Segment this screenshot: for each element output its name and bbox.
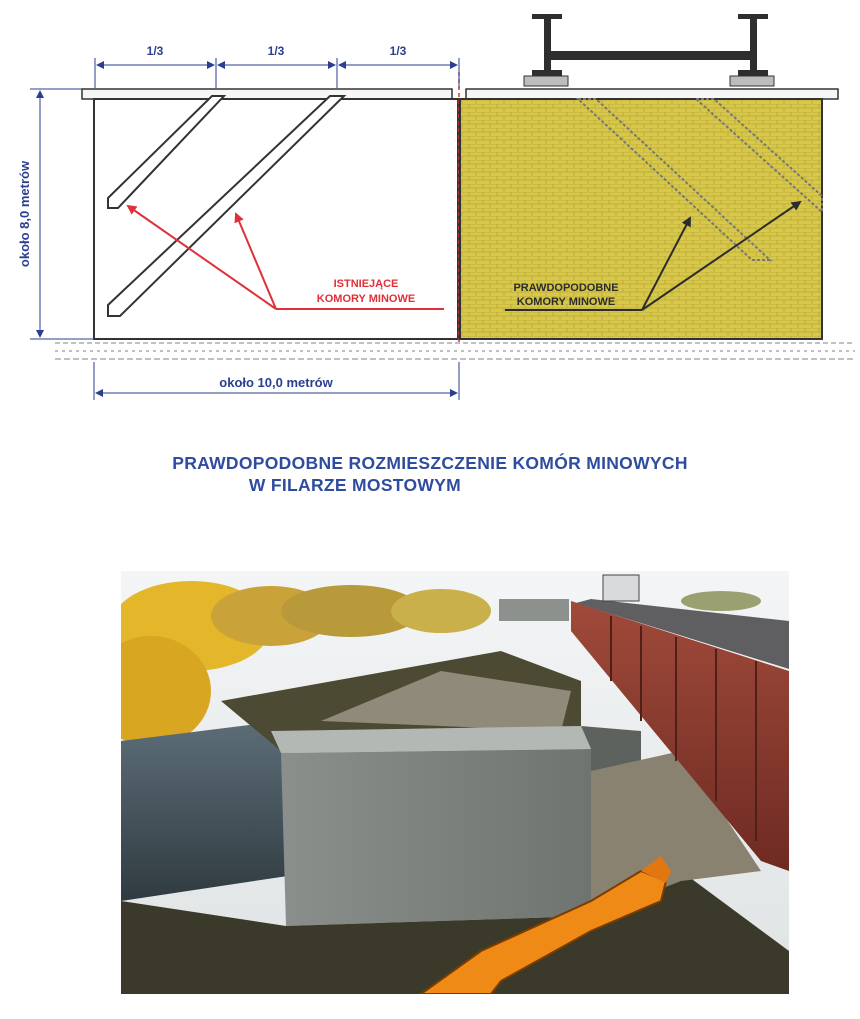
caption-line2: W FILARZE MOSTOWYM (248, 475, 462, 495)
third-label-2: 1/3 (267, 44, 285, 58)
third-label-3: 1/3 (389, 44, 407, 58)
ground-hatching (55, 343, 855, 359)
steel-girder (524, 14, 774, 86)
width-label: około 10,0 metrów (219, 375, 333, 390)
bridge-pier-excavator-photo (121, 571, 789, 994)
third-label-1: 1/3 (146, 44, 164, 58)
height-dimension (30, 89, 94, 339)
thirds-dimension (95, 58, 459, 88)
existing-label-line1: ISTNIEJĄCE (333, 278, 399, 290)
height-label: około 8,0 metrów (17, 160, 32, 268)
probable-label-line1: PRAWDOPODOBNE (513, 282, 619, 294)
bridge-pier-diagram (0, 0, 860, 410)
probable-label-line2: KOMORY MINOWE (516, 296, 616, 308)
existing-label-line2: KOMORY MINOWE (316, 293, 416, 305)
diagram-caption (0, 452, 860, 496)
caption-line1: PRAWDOPODOBNE ROZMIESZCZENIE KOMÓR MINOWYCH (172, 453, 688, 473)
